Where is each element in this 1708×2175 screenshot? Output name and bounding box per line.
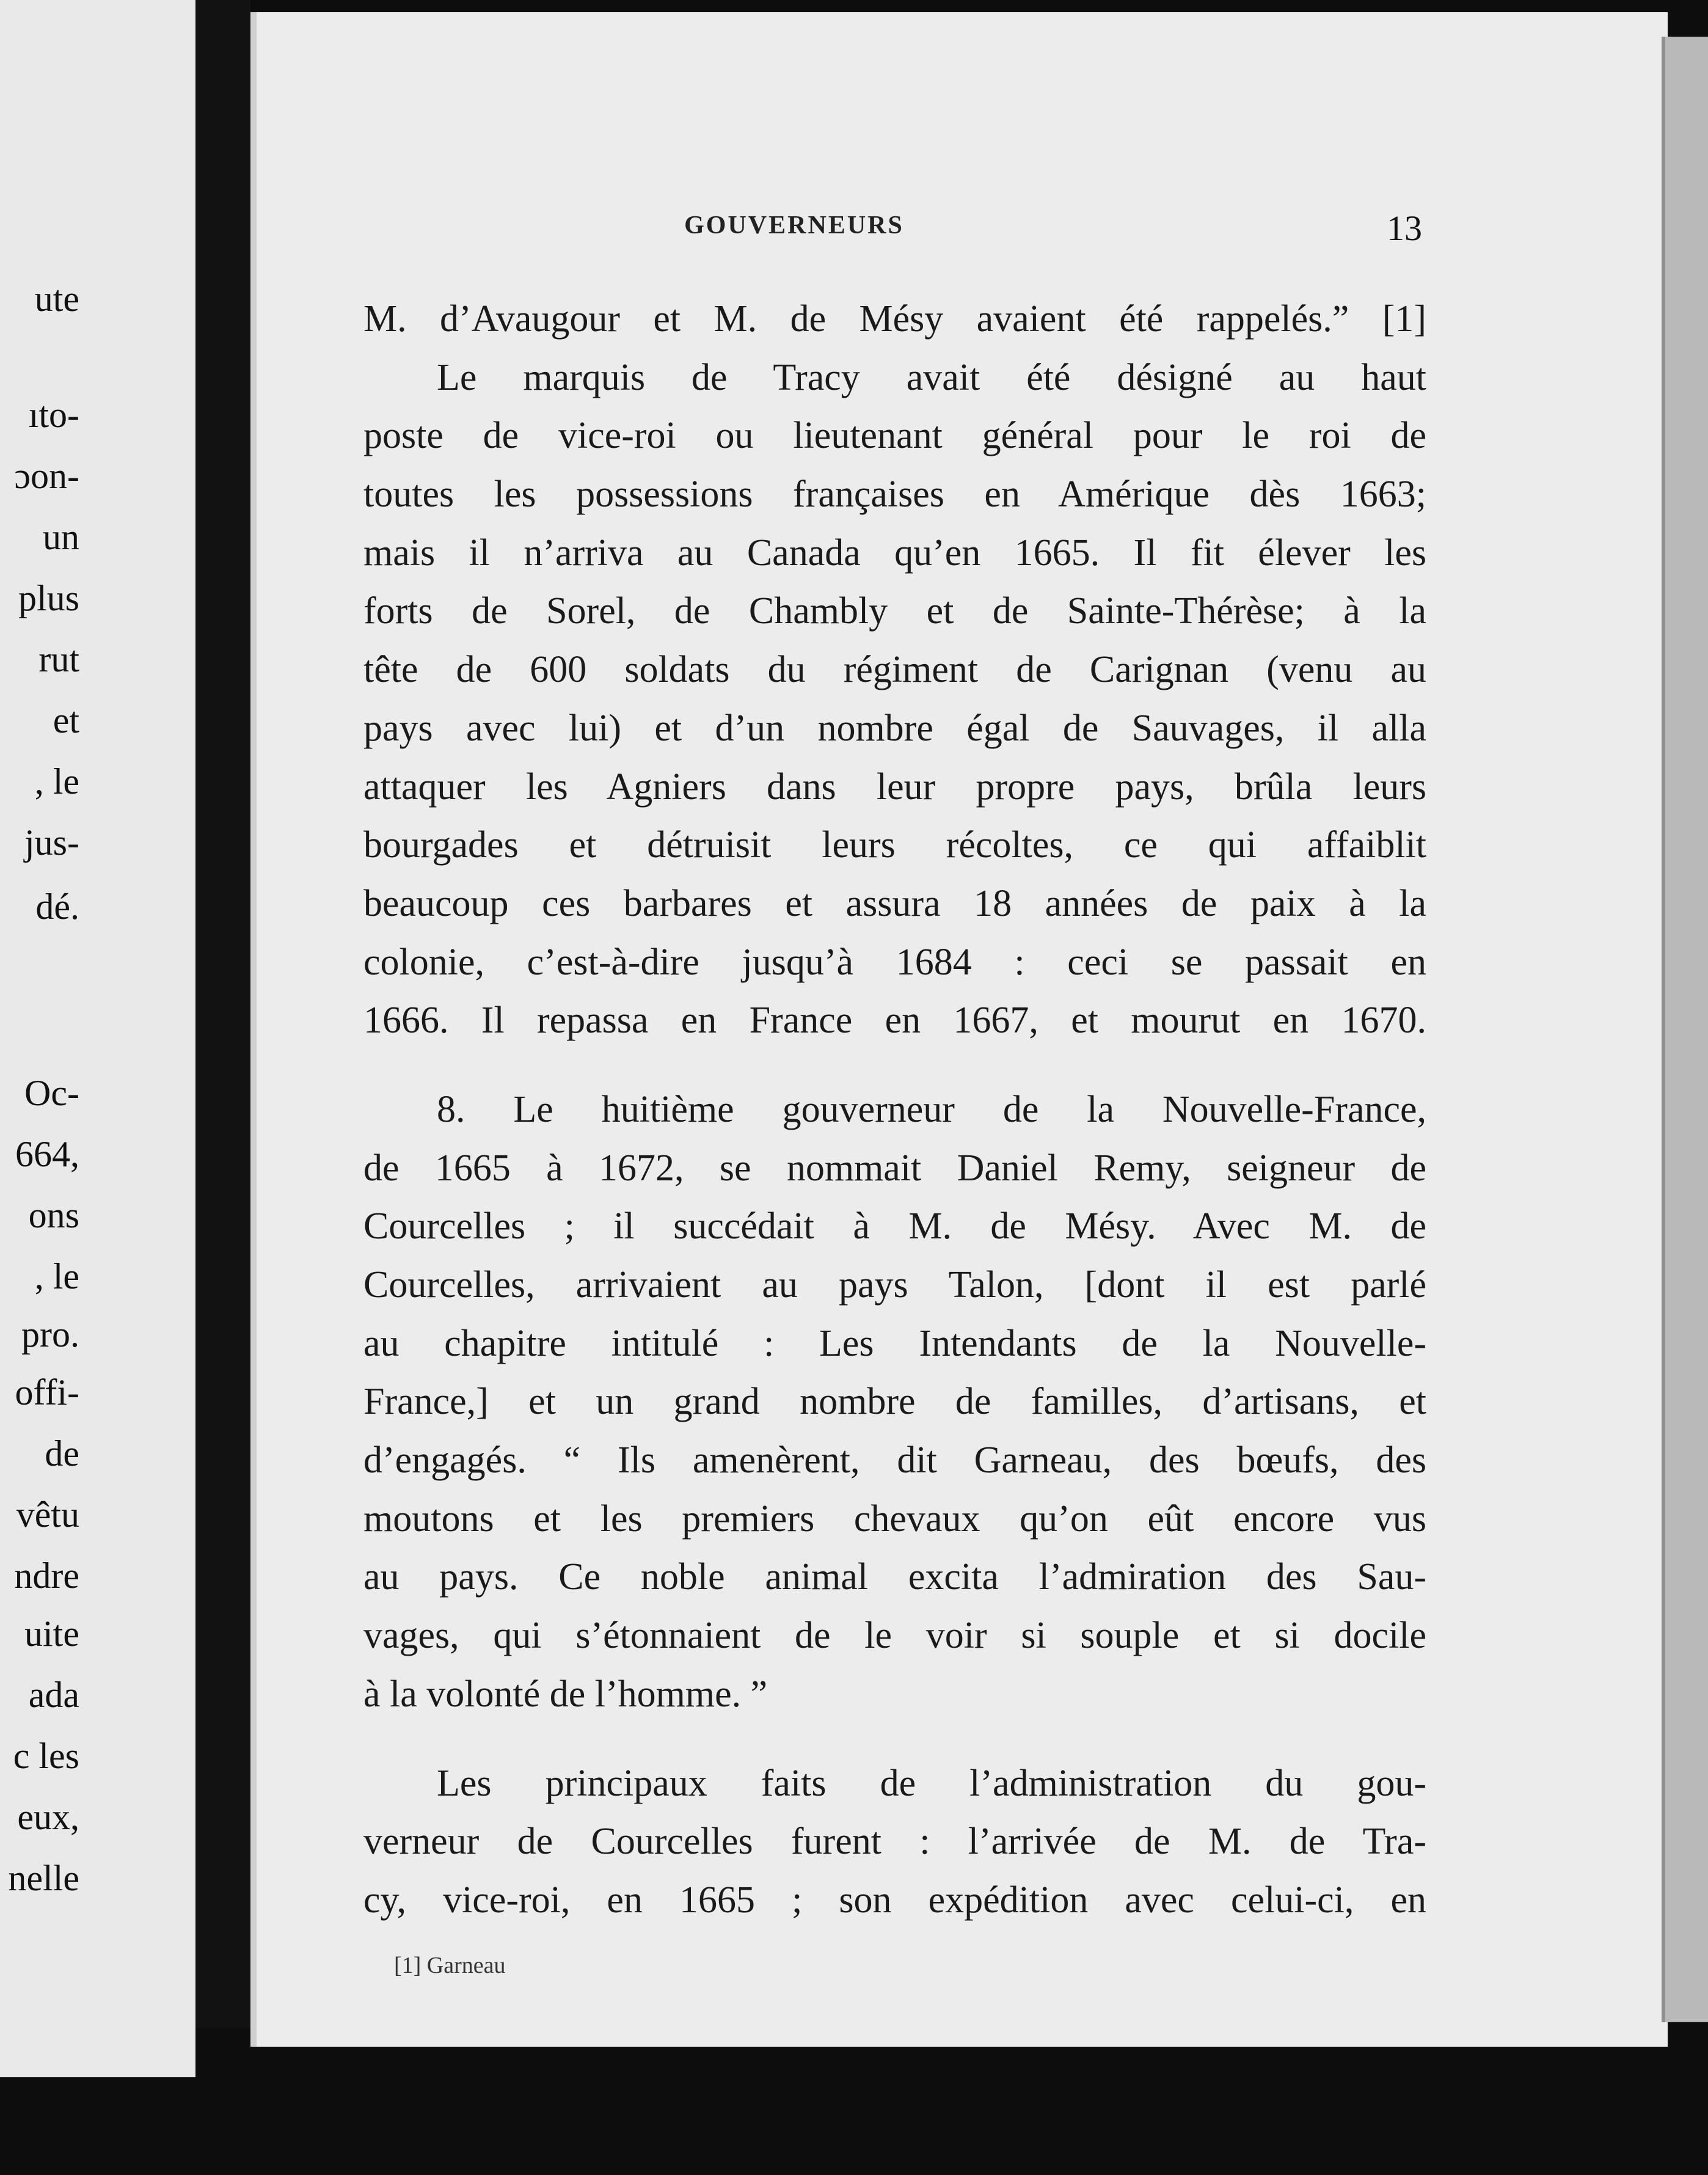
text-line: bourgades et détruisit leurs récoltes, ce qui affaiblit [363, 824, 1426, 866]
text-fragment: ndre [14, 1555, 79, 1596]
text-fragment: et [53, 700, 79, 740]
text-fragment: pro. [21, 1314, 79, 1354]
text-fragment: ıto- [28, 395, 79, 435]
text-fragment: vêtu [16, 1494, 79, 1535]
page-stack-edge [1662, 37, 1708, 2022]
text-fragment: ada [28, 1675, 79, 1715]
text-line: cy, vice-roi, en 1665 ; son expédition avec celui-ci, en [363, 1879, 1426, 1921]
text-line: colonie, c’est-à-dire jusqu’à 1684 : ceci se passait en [363, 941, 1426, 983]
text-line: Courcelles ; il succédait à M. de Mésy. Avec M. de [363, 1205, 1426, 1248]
text-line: attaquer les Agniers dans leur propre pays, brûla leurs [363, 766, 1426, 808]
text-line: Le marquis de Tracy avait été désigné au haut [437, 356, 1426, 398]
text-fragment: offi- [15, 1372, 79, 1413]
text-line: 1666. Il repassa en France en 1667, et mourut en 1670. [363, 1000, 1426, 1042]
body-text [363, 290, 1426, 1930]
text-fragment: de [45, 1433, 79, 1474]
running-header: GOUVERNEURS [684, 211, 904, 239]
text-line: d’engagés. “ Ils amenèrent, dit Garneau, des bœufs, des [363, 1439, 1426, 1482]
text-line: France,] et un grand nombre de familles, d’artisans, et [363, 1381, 1426, 1423]
text-fragment: rut [38, 639, 79, 679]
text-line: au pays. Ce noble animal excita l’admiration des Sau- [363, 1556, 1426, 1598]
text-line: Les principaux faits de l’administration du gou- [437, 1762, 1426, 1804]
text-line: M. d’Avaugour et M. de Mésy avaient été rappelés.” [1] [363, 298, 1426, 340]
paragraph-gap [363, 1050, 1426, 1081]
text-line: beaucoup ces barbares et assura 18 années de paix à la [363, 882, 1426, 924]
previous-page-text-fragments [0, 0, 195, 2077]
text-fragment: nelle [8, 1858, 79, 1898]
text-line: pays avec lui) et d’un nombre égal de Sauvages, il alla [363, 707, 1426, 749]
text-line: vages, qui s’étonnaient de le voir si souple et si docile [363, 1615, 1426, 1657]
text-line: tête de 600 soldats du régiment de Carignan (venu au [363, 649, 1426, 691]
text-line: mais il n’arriva au Canada qu’en 1665. Il fit élever les [363, 532, 1426, 574]
text-fragment: eux, [17, 1797, 79, 1837]
page-number: 13 [1387, 208, 1422, 248]
text-fragment: c les [13, 1736, 79, 1776]
text-fragment: 664, [15, 1134, 79, 1174]
paragraph-gap [363, 1724, 1426, 1755]
text-line: moutons et les premiers chevaux qu’on eût encore vus [363, 1497, 1426, 1540]
text-fragment: , le [34, 761, 79, 802]
text-line: poste de vice-roi ou lieutenant général pour le roi de [363, 415, 1426, 457]
text-fragment: , le [34, 1256, 79, 1296]
text-line: 8. Le huitième gouverneur de la Nouvelle-France, [437, 1088, 1426, 1130]
text-line: à la volonté de l’homme. ” [363, 1673, 768, 1715]
previous-page [0, 0, 195, 2077]
text-fragment: un [43, 517, 79, 557]
text-fragment: plus [18, 578, 79, 618]
text-fragment: ute [34, 279, 79, 319]
text-line: au chapitre intitulé : Les Intendants de la Nouvelle- [363, 1322, 1426, 1364]
text-line: Courcelles, arrivaient au pays Talon, [dont il est parlé [363, 1264, 1426, 1306]
footnote: [1] Garneau [394, 1953, 506, 1978]
text-fragment: ons [28, 1195, 79, 1235]
text-fragment: uite [24, 1614, 79, 1654]
text-fragment: ɔon- [14, 456, 79, 496]
book-spine-shadow [195, 0, 250, 2028]
text-line: verneur de Courcelles furent : l’arrivée de M. de Tra- [363, 1821, 1426, 1863]
text-line: toutes les possessions françaises en Amérique dès 1663; [363, 473, 1426, 516]
text-line: forts de Sorel, de Chambly et de Sainte-Thérèse; à la [363, 590, 1426, 632]
text-fragment: Oc- [24, 1073, 79, 1113]
text-fragment: dé. [35, 886, 79, 927]
text-fragment: jus- [24, 822, 79, 863]
text-line: de 1665 à 1672, se nommait Daniel Remy, seigneur de [363, 1147, 1426, 1189]
